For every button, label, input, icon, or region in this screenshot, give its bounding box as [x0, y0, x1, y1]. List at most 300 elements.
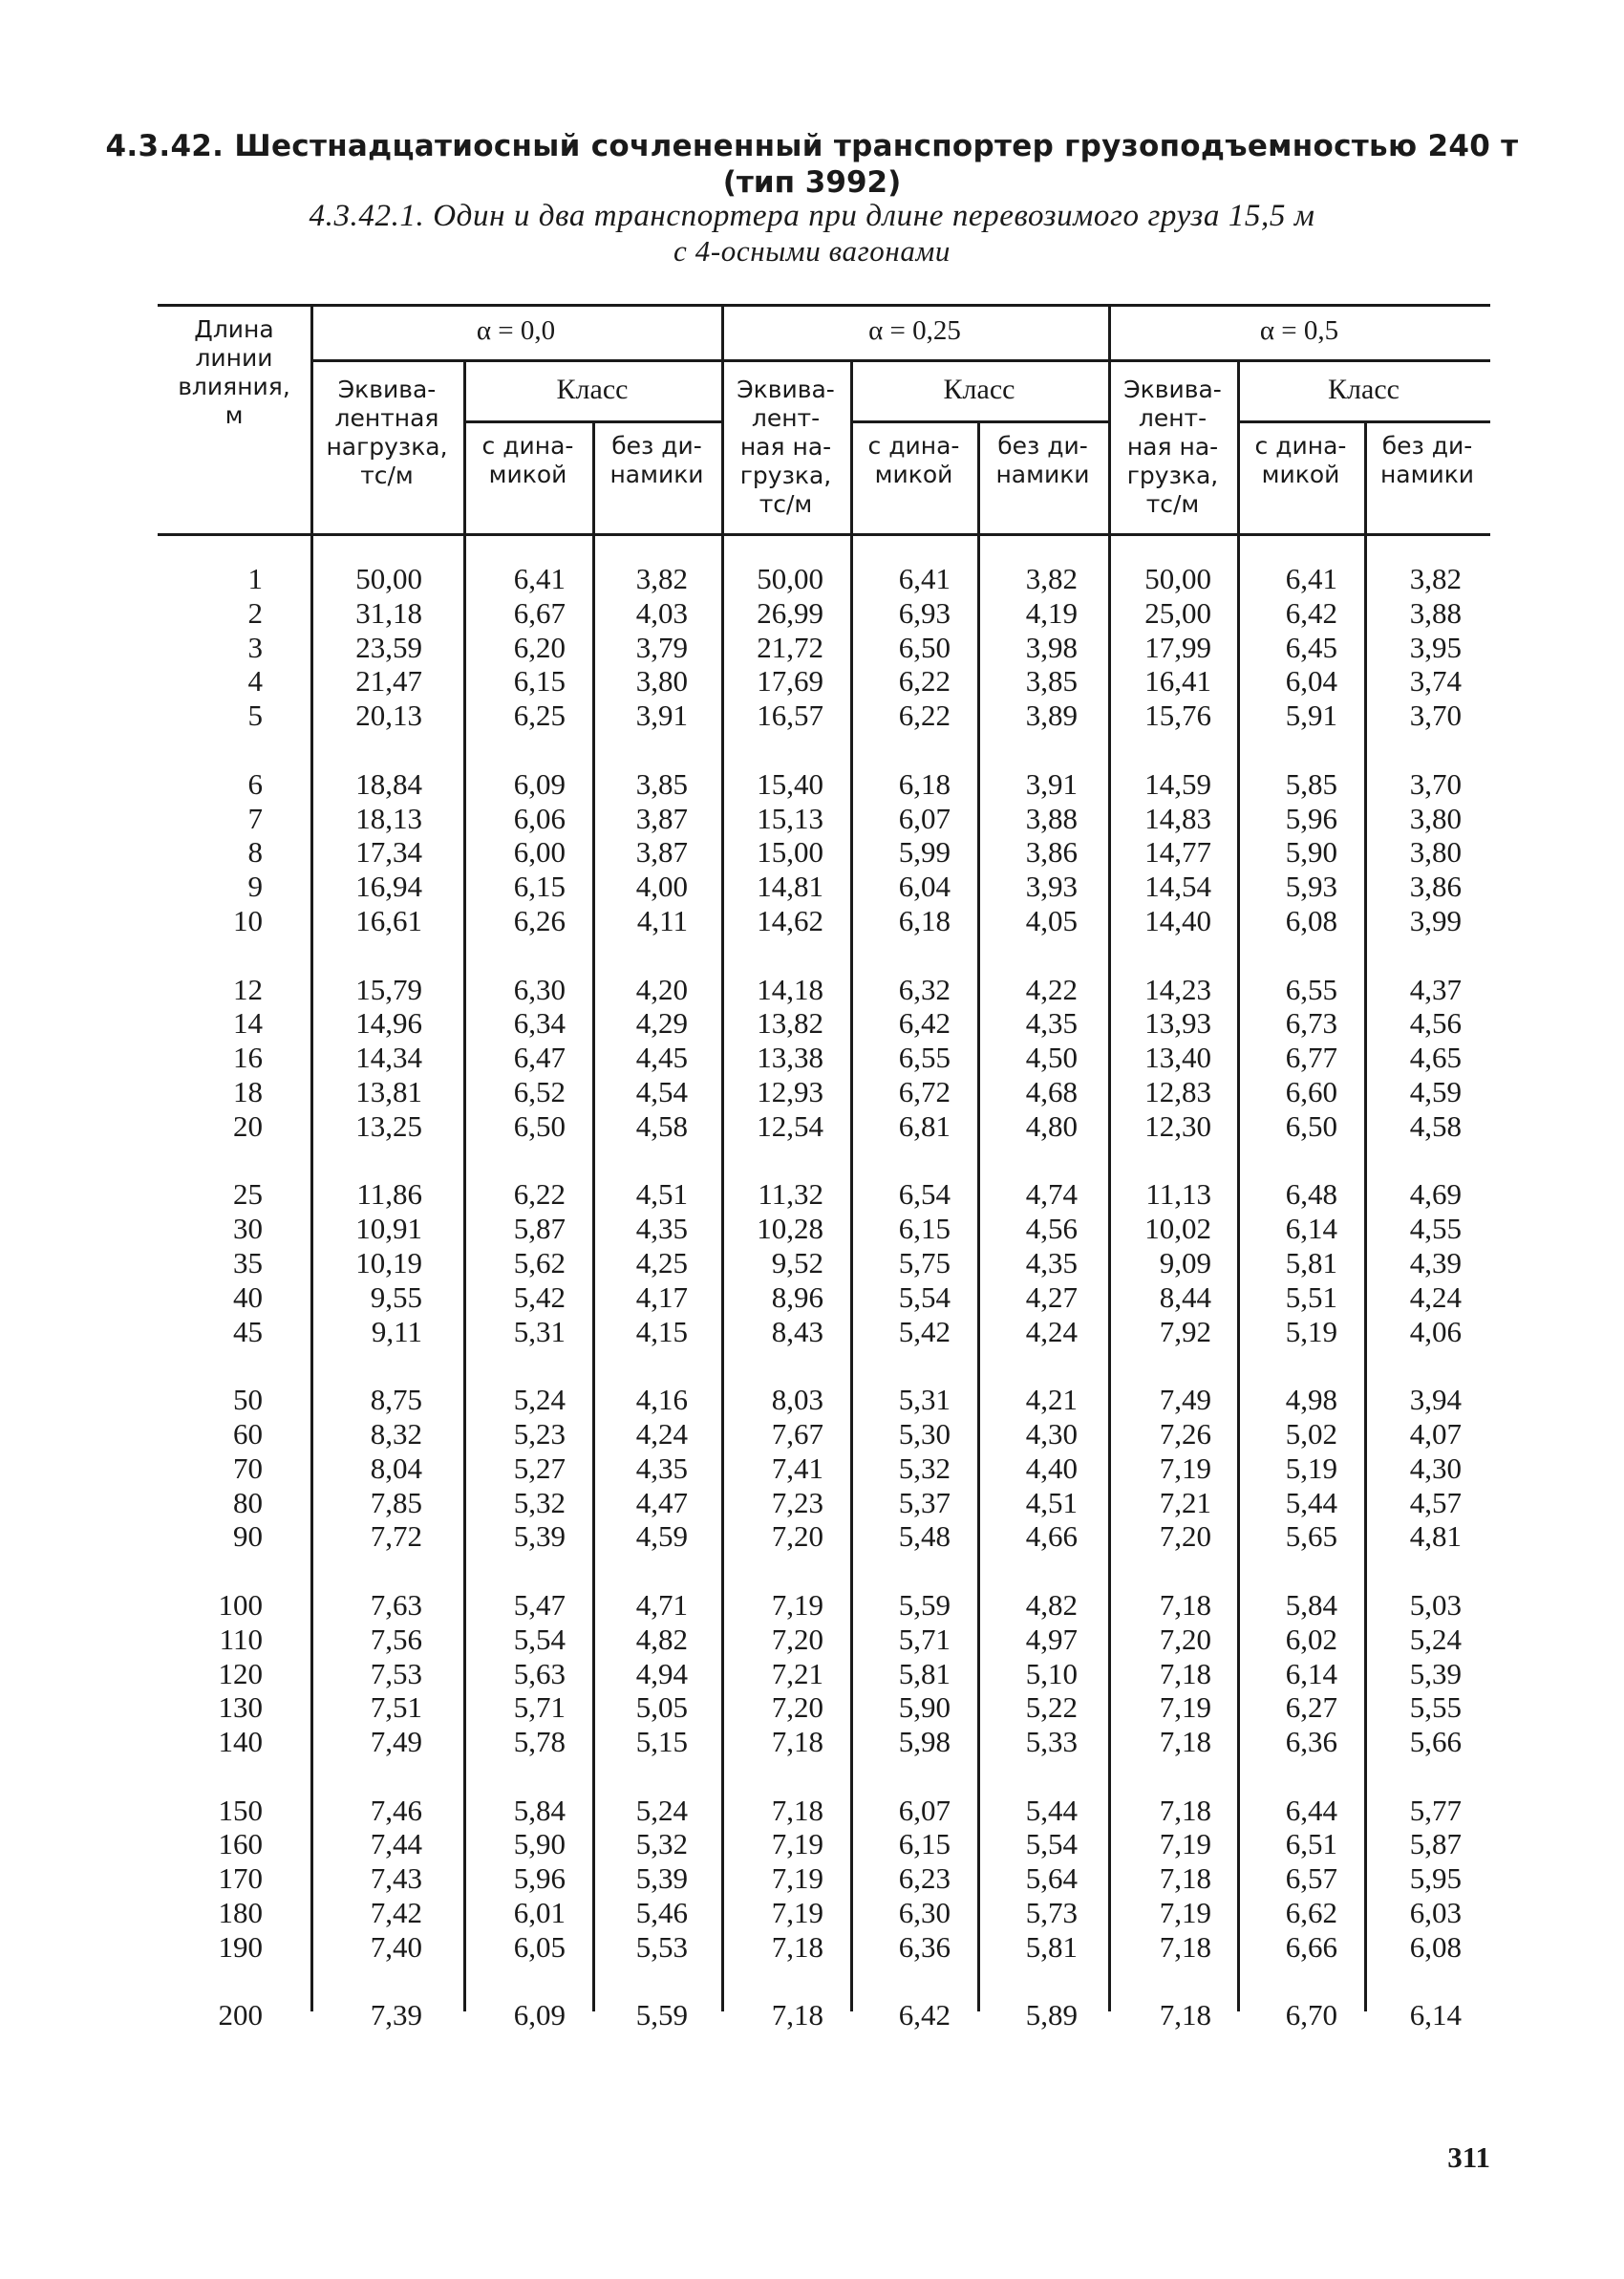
value-cell: 5,71 [898, 1622, 951, 1656]
value-cell: 6,22 [898, 664, 951, 699]
table-row [0, 1006, 1624, 1041]
value-cell: 7,67 [771, 1416, 823, 1451]
value-cell: 7,43 [370, 1861, 422, 1896]
value-cell: 4,69 [1409, 1177, 1462, 1212]
value-cell: 13,40 [1144, 1041, 1211, 1075]
value-cell: 7,26 [1159, 1416, 1211, 1451]
value-cell: 26,99 [757, 595, 823, 630]
value-cell: 3,93 [1025, 870, 1078, 904]
value-cell: 5,64 [1025, 1861, 1078, 1896]
table-top-rule [158, 304, 1490, 307]
value-cell: 3,85 [1025, 664, 1078, 699]
value-cell: 6,36 [1285, 1725, 1337, 1759]
value-cell: 6,81 [898, 1108, 951, 1143]
value-cell: 5,65 [1285, 1519, 1337, 1554]
value-cell: 5,19 [1285, 1451, 1337, 1485]
length-cell: 6 [247, 766, 263, 801]
value-cell: 5,54 [513, 1622, 566, 1656]
value-cell: 6,55 [898, 1041, 951, 1075]
value-cell: 4,82 [635, 1622, 688, 1656]
length-cell: 45 [233, 1314, 263, 1348]
length-cell: 180 [218, 1896, 263, 1930]
value-cell: 4,00 [635, 870, 688, 904]
value-cell: 9,55 [370, 1279, 422, 1314]
value-cell: 7,19 [1159, 1690, 1211, 1725]
length-cell: 1 [247, 562, 263, 595]
length-cell: 130 [218, 1690, 263, 1725]
length-cell: 60 [233, 1416, 263, 1451]
table-row [0, 699, 1624, 733]
subsection-title: 4.3.42.1. Один и два транспортера при длине перевозимого груза 15,5 м [309, 199, 1315, 233]
value-cell: 4,97 [1025, 1622, 1078, 1656]
table-row [0, 870, 1624, 904]
value-cell: 5,95 [1409, 1861, 1462, 1896]
table-row [0, 1246, 1624, 1280]
value-cell: 3,70 [1409, 699, 1462, 733]
value-cell: 9,52 [771, 1245, 823, 1279]
value-cell: 5,85 [1285, 766, 1337, 801]
value-cell: 9,09 [1159, 1245, 1211, 1279]
value-cell: 7,19 [1159, 1451, 1211, 1485]
length-cell: 170 [218, 1861, 263, 1896]
value-cell: 7,18 [771, 1725, 823, 1759]
table-row [0, 596, 1624, 631]
value-cell: 5,27 [513, 1451, 566, 1485]
value-cell: 7,20 [771, 1519, 823, 1554]
value-cell: 5,31 [513, 1314, 566, 1348]
value-cell: 5,23 [513, 1416, 566, 1451]
value-cell: 13,82 [757, 1006, 823, 1041]
length-cell: 100 [218, 1587, 263, 1622]
value-cell: 6,15 [513, 664, 566, 699]
value-cell: 4,51 [1025, 1485, 1078, 1519]
header-equiv-1: Эквива- лентная нагрузка, тс/м [326, 376, 448, 489]
table-row [0, 1930, 1624, 1965]
header-length: Длина линии влияния, м [178, 315, 290, 429]
value-cell: 4,06 [1409, 1314, 1462, 1348]
value-cell: 4,07 [1409, 1416, 1462, 1451]
value-cell: 5,98 [898, 1725, 951, 1759]
value-cell: 14,54 [1144, 870, 1211, 904]
value-cell: 4,15 [635, 1314, 688, 1348]
length-cell: 140 [218, 1725, 263, 1759]
value-cell: 7,23 [771, 1485, 823, 1519]
table-row [0, 1519, 1624, 1554]
value-cell: 16,94 [355, 870, 422, 904]
length-cell: 5 [247, 699, 263, 733]
value-cell: 4,50 [1025, 1041, 1078, 1075]
value-cell: 6,42 [898, 1998, 951, 2032]
table-row [0, 1896, 1624, 1930]
table-row [0, 1383, 1624, 1417]
value-cell: 4,68 [1025, 1074, 1078, 1108]
value-cell: 5,46 [635, 1896, 688, 1930]
value-cell: 6,23 [898, 1861, 951, 1896]
value-cell: 13,81 [355, 1074, 422, 1108]
value-cell: 7,18 [1159, 1656, 1211, 1690]
value-cell: 9,11 [371, 1314, 422, 1348]
value-cell: 4,58 [1409, 1108, 1462, 1143]
value-cell: 15,00 [757, 835, 823, 870]
header-without-dyn-1: без ди- намики [609, 432, 704, 488]
value-cell: 4,81 [1409, 1519, 1462, 1554]
length-cell: 150 [218, 1793, 263, 1827]
table-row [0, 631, 1624, 665]
table-body [0, 562, 1624, 2032]
value-cell: 7,20 [771, 1622, 823, 1656]
value-cell: 7,49 [1159, 1383, 1211, 1417]
value-cell: 5,75 [898, 1245, 951, 1279]
table-row [0, 1486, 1624, 1520]
value-cell: 8,75 [370, 1383, 422, 1417]
table-row [0, 562, 1624, 596]
value-cell: 7,21 [1159, 1485, 1211, 1519]
table-row [0, 1827, 1624, 1861]
section-title-type: (тип 3992) [722, 165, 902, 200]
value-cell: 5,03 [1409, 1587, 1462, 1622]
value-cell: 18,13 [355, 801, 422, 835]
length-cell: 90 [233, 1519, 263, 1554]
value-cell: 8,04 [370, 1451, 422, 1485]
value-cell: 6,08 [1409, 1929, 1462, 1964]
value-cell: 7,41 [771, 1451, 823, 1485]
header-bottom-rule [158, 533, 1490, 536]
length-cell: 70 [233, 1451, 263, 1485]
value-cell: 50,00 [355, 562, 422, 595]
value-cell: 14,23 [1144, 972, 1211, 1006]
value-cell: 5,59 [898, 1587, 951, 1622]
value-cell: 15,79 [355, 972, 422, 1006]
value-cell: 4,82 [1025, 1587, 1078, 1622]
length-cell: 8 [247, 835, 263, 870]
value-cell: 3,94 [1409, 1383, 1462, 1417]
value-cell: 7,49 [370, 1725, 422, 1759]
value-cell: 16,61 [355, 903, 422, 937]
value-cell: 5,96 [1285, 801, 1337, 835]
value-cell: 4,80 [1025, 1108, 1078, 1143]
length-cell: 16 [233, 1041, 263, 1075]
value-cell: 6,48 [1285, 1177, 1337, 1212]
length-cell: 18 [233, 1074, 263, 1108]
value-cell: 6,42 [898, 1006, 951, 1041]
value-cell: 14,96 [355, 1006, 422, 1041]
value-cell: 6,57 [1285, 1861, 1337, 1896]
value-cell: 4,74 [1025, 1177, 1078, 1212]
length-cell: 80 [233, 1485, 263, 1519]
value-cell: 4,57 [1409, 1485, 1462, 1519]
value-cell: 7,19 [771, 1896, 823, 1930]
value-cell: 5,15 [635, 1725, 688, 1759]
value-cell: 3,74 [1409, 664, 1462, 699]
value-cell: 6,20 [513, 630, 566, 664]
header-equiv-3: Эквива- лент- ная на- грузка, тс/м [1123, 376, 1222, 518]
header-klass-1: Класс [556, 374, 629, 405]
value-cell: 15,13 [757, 801, 823, 835]
value-cell: 6,62 [1285, 1896, 1337, 1930]
page-number: 311 [1447, 2140, 1490, 2174]
value-cell: 6,01 [513, 1896, 566, 1930]
value-cell: 17,34 [355, 835, 422, 870]
length-cell: 12 [233, 972, 263, 1006]
value-cell: 4,16 [635, 1383, 688, 1417]
value-cell: 5,05 [635, 1690, 688, 1725]
value-cell: 6,09 [513, 1998, 566, 2032]
value-cell: 5,99 [898, 835, 951, 870]
value-cell: 6,26 [513, 903, 566, 937]
header-alpha-05: α = 0,5 [1259, 315, 1339, 346]
value-cell: 15,76 [1144, 699, 1211, 733]
value-cell: 12,83 [1144, 1074, 1211, 1108]
table-row [0, 1212, 1624, 1246]
value-cell: 6,02 [1285, 1622, 1337, 1656]
value-cell: 7,44 [370, 1827, 422, 1861]
value-cell: 6,04 [1285, 664, 1337, 699]
value-cell: 6,30 [513, 972, 566, 1006]
value-cell: 5,39 [635, 1861, 688, 1896]
value-cell: 3,70 [1409, 766, 1462, 801]
subsection-title-cont: с 4-осными вагонами [673, 234, 951, 268]
value-cell: 14,40 [1144, 903, 1211, 937]
value-cell: 6,15 [513, 870, 566, 904]
value-cell: 6,06 [513, 801, 566, 835]
value-cell: 14,62 [757, 903, 823, 937]
value-cell: 5,96 [513, 1861, 566, 1896]
value-cell: 4,35 [1025, 1245, 1078, 1279]
value-cell: 6,22 [898, 699, 951, 733]
value-cell: 8,96 [771, 1279, 823, 1314]
length-cell: 7 [247, 801, 263, 835]
table-row [0, 904, 1624, 938]
length-cell: 40 [233, 1279, 263, 1314]
value-cell: 4,29 [635, 1006, 688, 1041]
value-cell: 4,94 [635, 1656, 688, 1690]
value-cell: 5,22 [1025, 1690, 1078, 1725]
value-cell: 3,82 [1025, 562, 1078, 595]
value-cell: 6,22 [513, 1177, 566, 1212]
length-cell: 120 [218, 1656, 263, 1690]
value-cell: 14,81 [757, 870, 823, 904]
length-cell: 25 [233, 1177, 263, 1212]
value-cell: 6,27 [1285, 1690, 1337, 1725]
length-cell: 2 [247, 595, 263, 630]
value-cell: 6,41 [1285, 562, 1337, 595]
value-cell: 7,18 [1159, 1861, 1211, 1896]
value-cell: 6,73 [1285, 1006, 1337, 1041]
value-cell: 6,05 [513, 1929, 566, 1964]
value-cell: 6,30 [898, 1896, 951, 1930]
length-cell: 200 [218, 1998, 263, 2032]
value-cell: 3,86 [1409, 870, 1462, 904]
table-row [0, 1417, 1624, 1451]
length-cell: 10 [233, 903, 263, 937]
value-cell: 13,25 [355, 1108, 422, 1143]
value-cell: 6,50 [1285, 1108, 1337, 1143]
value-cell: 14,34 [355, 1041, 422, 1075]
value-cell: 6,50 [898, 630, 951, 664]
value-cell: 8,32 [370, 1416, 422, 1451]
value-cell: 50,00 [757, 562, 823, 595]
value-cell: 5,59 [635, 1998, 688, 2032]
table-row [0, 1725, 1624, 1759]
header-klass-3: Класс [1328, 374, 1400, 405]
value-cell: 31,18 [355, 595, 422, 630]
value-cell: 4,25 [635, 1245, 688, 1279]
value-cell: 6,07 [898, 1793, 951, 1827]
value-cell: 7,18 [1159, 1929, 1211, 1964]
value-cell: 3,80 [635, 664, 688, 699]
length-cell: 50 [233, 1383, 263, 1417]
value-cell: 6,03 [1409, 1896, 1462, 1930]
value-cell: 3,85 [635, 766, 688, 801]
table-row [0, 1690, 1624, 1725]
value-cell: 17,69 [757, 664, 823, 699]
value-cell: 5,78 [513, 1725, 566, 1759]
value-cell: 7,20 [1159, 1622, 1211, 1656]
length-cell: 20 [233, 1108, 263, 1143]
value-cell: 5,42 [513, 1279, 566, 1314]
value-cell: 7,20 [1159, 1519, 1211, 1554]
value-cell: 5,32 [898, 1451, 951, 1485]
value-cell: 5,81 [1025, 1929, 1078, 1964]
value-cell: 5,02 [1285, 1416, 1337, 1451]
value-cell: 8,44 [1159, 1279, 1211, 1314]
value-cell: 5,81 [898, 1656, 951, 1690]
table-row [0, 973, 1624, 1007]
value-cell: 5,42 [898, 1314, 951, 1348]
value-cell: 6,08 [1285, 903, 1337, 937]
value-cell: 3,80 [1409, 801, 1462, 835]
value-cell: 7,20 [771, 1690, 823, 1725]
value-cell: 3,89 [1025, 699, 1078, 733]
value-cell: 5,90 [1285, 835, 1337, 870]
length-cell: 35 [233, 1245, 263, 1279]
value-cell: 4,27 [1025, 1279, 1078, 1314]
table-row [0, 1588, 1624, 1623]
value-cell: 7,18 [1159, 1725, 1211, 1759]
value-cell: 6,14 [1409, 1998, 1462, 2032]
value-cell: 7,19 [1159, 1896, 1211, 1930]
value-cell: 6,50 [513, 1108, 566, 1143]
value-cell: 4,24 [635, 1416, 688, 1451]
length-cell: 3 [247, 630, 263, 664]
value-cell: 7,21 [771, 1656, 823, 1690]
value-cell: 4,51 [635, 1177, 688, 1212]
value-cell: 4,59 [1409, 1074, 1462, 1108]
value-cell: 23,59 [355, 630, 422, 664]
value-cell: 4,35 [1025, 1006, 1078, 1041]
value-cell: 6,18 [898, 766, 951, 801]
value-cell: 6,09 [513, 766, 566, 801]
value-cell: 7,19 [771, 1827, 823, 1861]
value-cell: 4,30 [1409, 1451, 1462, 1485]
value-cell: 6,54 [898, 1177, 951, 1212]
value-cell: 5,44 [1025, 1793, 1078, 1827]
value-cell: 6,52 [513, 1074, 566, 1108]
value-cell: 6,41 [898, 562, 951, 595]
value-cell: 5,90 [898, 1690, 951, 1725]
value-cell: 4,22 [1025, 972, 1078, 1006]
length-cell: 110 [219, 1622, 263, 1656]
table-row [0, 835, 1624, 870]
header-equiv-2: Эквива- лент- ная на- грузка, тс/м [737, 376, 835, 518]
value-cell: 3,99 [1409, 903, 1462, 937]
value-cell: 5,91 [1285, 699, 1337, 733]
value-cell: 7,18 [771, 1793, 823, 1827]
value-cell: 4,11 [636, 903, 688, 937]
value-cell: 3,98 [1025, 630, 1078, 664]
header-with-dyn-3: с дина- микой [1254, 432, 1347, 488]
table-row [0, 1998, 1624, 2032]
length-cell: 160 [218, 1827, 263, 1861]
value-cell: 5,32 [513, 1485, 566, 1519]
value-cell: 5,30 [898, 1416, 951, 1451]
value-cell: 5,54 [898, 1279, 951, 1314]
value-cell: 5,24 [635, 1793, 688, 1827]
length-cell: 30 [233, 1212, 263, 1246]
value-cell: 6,25 [513, 699, 566, 733]
value-cell: 14,77 [1144, 835, 1211, 870]
value-cell: 4,17 [635, 1279, 688, 1314]
value-cell: 5,84 [513, 1793, 566, 1827]
value-cell: 4,56 [1409, 1006, 1462, 1041]
value-cell: 21,47 [355, 664, 422, 699]
value-cell: 7,39 [370, 1998, 422, 2032]
value-cell: 4,35 [635, 1451, 688, 1485]
value-cell: 6,04 [898, 870, 951, 904]
value-cell: 4,30 [1025, 1416, 1078, 1451]
value-cell: 3,88 [1409, 595, 1462, 630]
value-cell: 3,79 [635, 630, 688, 664]
value-cell: 5,66 [1409, 1725, 1462, 1759]
value-cell: 4,24 [1025, 1314, 1078, 1348]
value-cell: 6,66 [1285, 1929, 1337, 1964]
value-cell: 6,36 [898, 1929, 951, 1964]
value-cell: 3,95 [1409, 630, 1462, 664]
value-cell: 5,51 [1285, 1279, 1337, 1314]
value-cell: 4,56 [1025, 1212, 1078, 1246]
length-cell: 190 [218, 1929, 263, 1964]
value-cell: 6,93 [898, 595, 951, 630]
value-cell: 5,54 [1025, 1827, 1078, 1861]
value-cell: 7,46 [370, 1793, 422, 1827]
value-cell: 5,47 [513, 1587, 566, 1622]
table-row [0, 802, 1624, 836]
value-cell: 7,19 [771, 1587, 823, 1622]
value-cell: 7,85 [370, 1485, 422, 1519]
table-row [0, 1315, 1624, 1349]
value-cell: 5,84 [1285, 1587, 1337, 1622]
header-alpha-025: α = 0,25 [868, 315, 961, 346]
value-cell: 7,72 [370, 1519, 422, 1554]
value-cell: 10,02 [1144, 1212, 1211, 1246]
section-title: 4.3.42. Шестнадцатиосный сочлененный транспортер грузоподъемностью 240 т [105, 129, 1519, 163]
value-cell: 11,13 [1145, 1177, 1211, 1212]
table-row [0, 1451, 1624, 1486]
value-cell: 6,07 [898, 801, 951, 835]
value-cell: 5,77 [1409, 1793, 1462, 1827]
value-cell: 4,05 [1025, 903, 1078, 937]
table-row [0, 1794, 1624, 1828]
value-cell: 7,51 [370, 1690, 422, 1725]
table-row [0, 1861, 1624, 1896]
value-cell: 6,77 [1285, 1041, 1337, 1075]
value-cell: 18,84 [355, 766, 422, 801]
value-cell: 6,45 [1285, 630, 1337, 664]
length-cell: 9 [247, 870, 263, 904]
value-cell: 5,62 [513, 1245, 566, 1279]
value-cell: 5,24 [513, 1383, 566, 1417]
value-cell: 5,39 [513, 1519, 566, 1554]
